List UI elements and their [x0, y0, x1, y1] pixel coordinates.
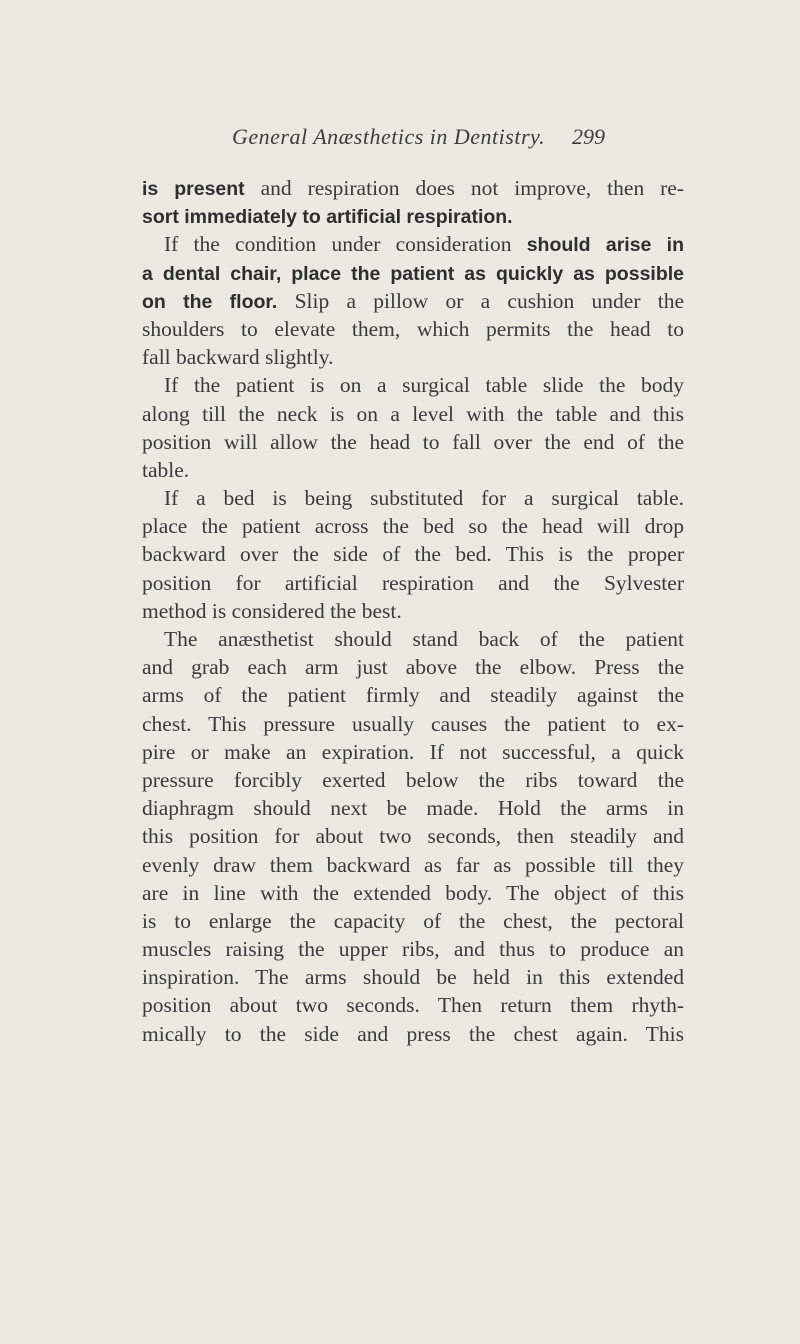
- text-line: [142, 259, 684, 287]
- running-head: [0, 124, 800, 154]
- text-line: evenly draw them backward as far as possible till they: [142, 852, 684, 877]
- text-line: backward over the side of the bed. This is the proper: [142, 542, 684, 567]
- text-line: diaphragm should next be made. Hold the arms in: [142, 796, 684, 821]
- text-line: table.: [142, 457, 190, 482]
- text-line: chest. This pressure usually causes the patient to ex-: [142, 711, 684, 736]
- text-line: along till the neck is on a level with the table and this: [142, 401, 684, 426]
- bold-phrase: a dental chair, place the patient as quickly as possible: [142, 262, 684, 285]
- text-line: arms of the patient firmly and steadily against the: [142, 683, 684, 708]
- text-line: pire or make an expiration. If not successful, a quick: [142, 739, 684, 764]
- text-line: [142, 174, 684, 202]
- text-line: and grab each arm just above the elbow. Press the: [142, 655, 684, 680]
- bold-phrase: is present: [142, 178, 245, 200]
- text-line: If a bed is being substituted for a surgical table.: [164, 486, 684, 511]
- text-line: are in line with the extended body. The object of this: [142, 880, 684, 905]
- regular-phrase: and respiration does not improve, then re-: [244, 176, 684, 200]
- body-text: [142, 174, 684, 1048]
- text-line: shoulders to elevate them, which permits the head to: [142, 316, 684, 341]
- text-line: this position for about two seconds, then steadily and: [142, 824, 684, 849]
- running-title: General Anæsthetics in Dentistry.: [232, 124, 546, 149]
- regular-phrase: Slip a pillow or a cushion under the: [277, 288, 685, 313]
- text-line: is to enlarge the capacity of the chest, the pectoral: [142, 908, 684, 933]
- text-line: position will allow the head to fall over the end of the: [142, 429, 684, 454]
- text-line: inspiration. The arms should be held in this extended: [142, 965, 684, 990]
- bold-phrase: on the floor.: [142, 290, 278, 313]
- bold-phrase: sort immediately to artificial respiration.: [142, 206, 513, 229]
- text-line: position for artificial respiration and the Sylvester: [142, 570, 684, 595]
- text-line: fall backward slightly.: [142, 345, 334, 370]
- text-line: [142, 287, 684, 315]
- text-line: muscles raising the upper ribs, and thus to produce an: [142, 937, 684, 962]
- text-line: method is considered the best.: [142, 598, 402, 623]
- text-line: The anæsthetist should stand back of the patient: [164, 627, 684, 651]
- regular-phrase: If the condition under consideration: [164, 232, 527, 257]
- text-line: position about two seconds. Then return them rhyth-: [142, 993, 684, 1018]
- bold-phrase: should arise in: [526, 234, 684, 257]
- page-number: 299: [572, 124, 605, 149]
- text-line: mically to the side and press the chest again. This: [142, 1021, 684, 1046]
- text-line: place the patient across the bed so the head will drop: [142, 514, 684, 539]
- text-line: If the patient is on a surgical table slide the body: [164, 373, 684, 398]
- text-line: [142, 202, 684, 230]
- text-line: pressure forcibly exerted below the ribs toward the: [142, 767, 684, 792]
- text-line: [142, 230, 684, 258]
